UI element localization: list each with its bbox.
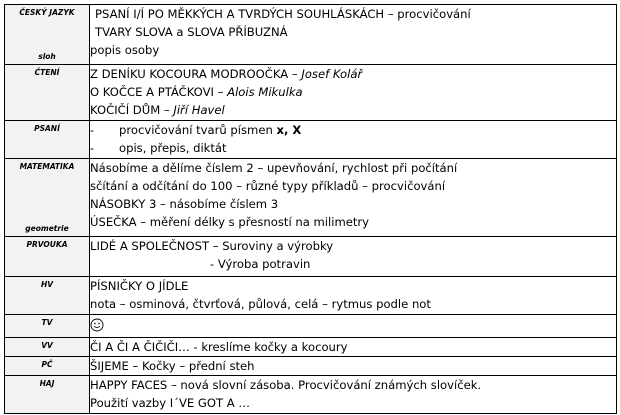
book-author: Jiří Havel [173, 103, 225, 117]
table-row [5, 357, 617, 376]
table-row [5, 277, 617, 315]
bullet-dash: - [90, 141, 95, 155]
bullet-text: procvičování tvarů písmen [119, 123, 277, 137]
content-cell [90, 376, 617, 414]
weekly-plan-table [4, 4, 617, 414]
table-row [5, 65, 617, 121]
subject-name: PRVOUKA [26, 240, 68, 249]
content-line: HAPPY FACES – nová slovní zásoba. Procvičování známých slovíček. [90, 378, 482, 392]
subject-cell [5, 277, 90, 315]
subject-name: ČTENÍ [34, 68, 60, 77]
subject-cell [5, 338, 90, 357]
subject-subname: sloh [38, 52, 56, 61]
subject-name: HAJ [39, 379, 55, 388]
content-line: Použití vazby I´VE GOT A … [90, 396, 250, 410]
subject-cell [5, 5, 90, 65]
content-cell [90, 65, 617, 121]
subject-cell [5, 357, 90, 376]
content-cell [90, 315, 617, 338]
content-line: PÍSNIČKY O JÍDLE [90, 279, 189, 293]
content-line: TVARY SLOVA a SLOVA PŘÍBUZNÁ [95, 25, 288, 39]
content-line: NÁSOBKY 3 – násobíme číslem 3 [90, 197, 279, 211]
content-cell [90, 338, 617, 357]
book-title: O KOČCE A PTÁČKOVI – [90, 85, 228, 99]
reading-item [90, 65, 616, 83]
bullet-dash: - [90, 123, 95, 137]
subject-name: PSANÍ [34, 124, 60, 133]
book-title: Z DENÍKU KOCOURA MODROOČKA – [90, 67, 302, 81]
content-line: popis osoby [90, 43, 160, 57]
reading-item [90, 83, 616, 101]
table-row [5, 376, 617, 414]
subject-name: PČ [41, 360, 53, 369]
book-author: Alois Mikulka [227, 85, 303, 99]
table-row [5, 5, 617, 65]
content-line: Násobíme a dělíme číslem 2 – upevňování, rychlost při počítání [90, 161, 458, 175]
content-line: ŠIJEME – Kočky – přední steh [90, 359, 255, 373]
subject-cell [5, 65, 90, 121]
content-line: sčítání a odčítání do 100 – různé typy příkladů – procvičování [90, 179, 446, 193]
subject-subname: geometrie [25, 224, 69, 233]
subject-cell [5, 159, 90, 237]
subject-name: ČESKÝ JAZYK [19, 8, 75, 17]
reading-item [90, 101, 616, 119]
table-row [5, 315, 617, 338]
content-cell [90, 121, 617, 159]
subject-cell [5, 121, 90, 159]
bullet-text: opis, přepis, diktát [119, 141, 227, 155]
smiley-face-icon [90, 318, 104, 337]
book-author: Josef Kolář [301, 67, 363, 81]
content-line: nota – osminová, čtvrťová, půlová, celá – rytmus podle not [90, 297, 431, 311]
bullet-item [90, 139, 616, 157]
table-row [5, 237, 617, 277]
subject-name: HV [40, 280, 54, 289]
book-title: KOČIČÍ DŮM – [90, 103, 174, 117]
bullet-item [90, 121, 616, 139]
content-line: LIDÉ A SPOLEČNOST – Suroviny a výrobky [90, 239, 334, 253]
content-cell [90, 5, 617, 65]
subject-cell [5, 315, 90, 338]
content-line: - Výroba potravin [210, 257, 311, 271]
table-row [5, 338, 617, 357]
subject-cell [5, 237, 90, 277]
bullet-bold-text: x, X [276, 123, 302, 137]
content-cell [90, 159, 617, 237]
subject-cell [5, 376, 90, 414]
content-cell [90, 277, 617, 315]
content-line: ČI A ČI A ČIČIČI… - kreslíme kočky a kocoury [90, 340, 348, 354]
content-line: ÚSEČKA – měření délky s přesností na milimetry [90, 215, 370, 229]
subject-name: MATEMATIKA [19, 162, 75, 171]
table-row [5, 121, 617, 159]
subject-name: VV [41, 341, 53, 350]
content-cell [90, 237, 617, 277]
content-cell [90, 357, 617, 376]
content-line: PSANÍ I/Í PO MĚKKÝCH A TVRDÝCH SOUHLÁSKÁCH – procvičování [95, 7, 471, 21]
subject-name: TV [41, 318, 53, 327]
table-row [5, 159, 617, 237]
